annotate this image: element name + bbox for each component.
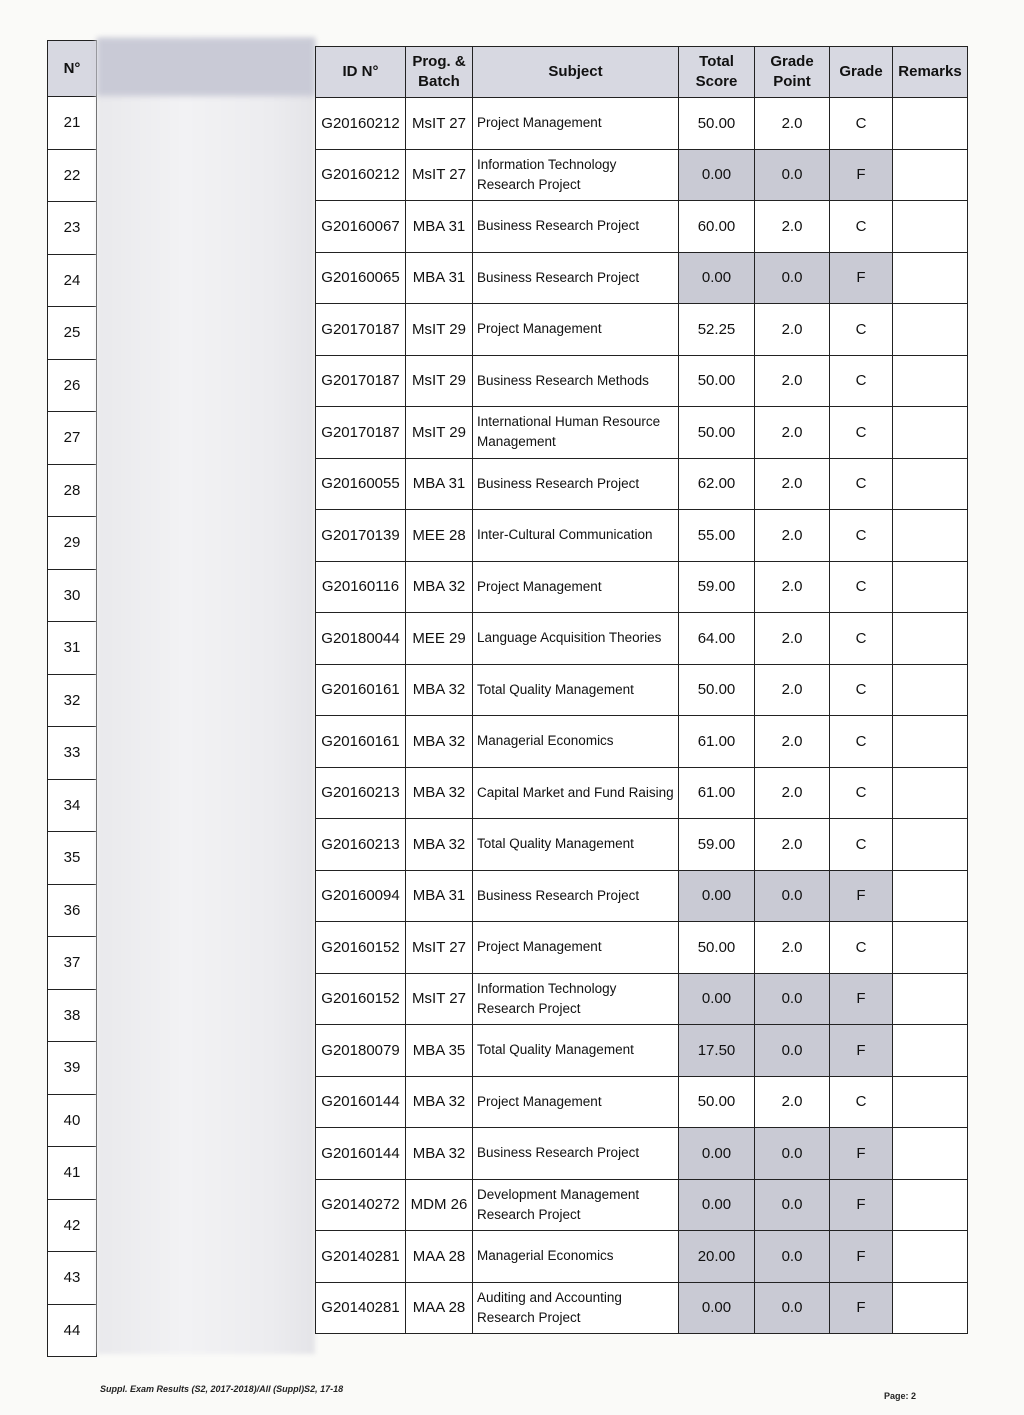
subject-cell: Information Technology Research Project: [473, 973, 679, 1025]
grade-point-cell: 0.0: [755, 1025, 830, 1077]
table-row: [316, 819, 968, 871]
row-number: 21: [48, 97, 97, 150]
total-score-cell: 50.00: [679, 355, 755, 407]
grade-point-cell: 2.0: [755, 304, 830, 356]
row-number: 37: [48, 937, 97, 990]
grade-point-cell: 2.0: [755, 1076, 830, 1128]
grade-point-cell: 0.0: [755, 252, 830, 304]
subject-cell: Inter-Cultural Communication: [473, 510, 679, 562]
grade-point-cell: 2.0: [755, 561, 830, 613]
grade-cell: C: [830, 355, 893, 407]
grade-cell: F: [830, 252, 893, 304]
prog-batch-cell: MAA 28: [406, 1282, 473, 1334]
row-number-row: [48, 937, 97, 990]
total-score-cell: 62.00: [679, 458, 755, 510]
prog-batch-cell: MBA 32: [406, 664, 473, 716]
row-number-row: [48, 1252, 97, 1305]
row-number-row: [48, 989, 97, 1042]
grade-cell: C: [830, 819, 893, 871]
grade-point-cell: 0.0: [755, 1231, 830, 1283]
prog-batch-cell: MBA 31: [406, 252, 473, 304]
remarks-cell: [893, 1128, 968, 1180]
grade-point-cell: 0.0: [755, 870, 830, 922]
table-row: [316, 613, 968, 665]
grade-cell: C: [830, 407, 893, 459]
id-cell: G20160213: [316, 767, 406, 819]
total-score-cell: 52.25: [679, 304, 755, 356]
subject-cell: Total Quality Management: [473, 664, 679, 716]
remarks-cell: [893, 510, 968, 562]
grade-cell: F: [830, 973, 893, 1025]
prog-batch-cell: MBA 31: [406, 870, 473, 922]
row-number: 26: [48, 359, 97, 412]
table-row: [316, 1128, 968, 1180]
grade-cell: C: [830, 304, 893, 356]
subject-cell: International Human Resource Management: [473, 407, 679, 459]
table-row: [316, 1025, 968, 1077]
row-number-row: [48, 464, 97, 517]
prog-batch-cell: MAA 28: [406, 1231, 473, 1283]
row-number: 36: [48, 884, 97, 937]
row-number-column: [47, 40, 97, 1357]
total-score-cell: 50.00: [679, 922, 755, 974]
grade-cell: F: [830, 870, 893, 922]
subject-cell: Information Technology Research Project: [473, 149, 679, 201]
total-score-cell: 60.00: [679, 201, 755, 253]
header-no: N°: [48, 41, 97, 97]
row-number-row: [48, 832, 97, 885]
table-row: [316, 355, 968, 407]
prog-batch-cell: MBA 31: [406, 201, 473, 253]
id-cell: G20160065: [316, 252, 406, 304]
grade-point-cell: 0.0: [755, 1282, 830, 1334]
subject-cell: Managerial Economics: [473, 1231, 679, 1283]
total-score-cell: 0.00: [679, 973, 755, 1025]
grade-cell: C: [830, 716, 893, 768]
remarks-cell: [893, 767, 968, 819]
grade-point-cell: 0.0: [755, 973, 830, 1025]
table-row: [316, 201, 968, 253]
row-number-row: [48, 1094, 97, 1147]
remarks-cell: [893, 304, 968, 356]
subject-cell: Auditing and Accounting Research Project: [473, 1282, 679, 1334]
table-row: [316, 1076, 968, 1128]
table-row: [316, 716, 968, 768]
header-subject: Subject: [473, 47, 679, 98]
remarks-cell: [893, 1179, 968, 1231]
grade-point-cell: 2.0: [755, 355, 830, 407]
prog-batch-cell: MsIT 27: [406, 98, 473, 150]
row-number: 32: [48, 674, 97, 727]
id-cell: G20160152: [316, 922, 406, 974]
footer-document-reference: Suppl. Exam Results (S2, 2017-2018)/All (Suppl)S2, 17-18: [100, 1384, 344, 1394]
id-cell: G20180079: [316, 1025, 406, 1077]
results-body: [316, 98, 968, 1334]
header-grade: Grade: [830, 47, 893, 98]
prog-batch-cell: MDM 26: [406, 1179, 473, 1231]
total-score-cell: 0.00: [679, 870, 755, 922]
row-number-row: [48, 727, 97, 780]
redacted-name-header: [97, 38, 315, 96]
grade-cell: C: [830, 561, 893, 613]
footer-page-number: Page: 2: [884, 1391, 917, 1401]
total-score-cell: 50.00: [679, 664, 755, 716]
prog-batch-cell: MBA 32: [406, 1128, 473, 1180]
subject-cell: Language Acquisition Theories: [473, 613, 679, 665]
prog-batch-cell: MBA 32: [406, 819, 473, 871]
row-number: 30: [48, 569, 97, 622]
grade-cell: F: [830, 1231, 893, 1283]
header-remarks: Remarks: [893, 47, 968, 98]
remarks-cell: [893, 819, 968, 871]
remarks-cell: [893, 664, 968, 716]
subject-cell: Project Management: [473, 561, 679, 613]
grade-cell: F: [830, 149, 893, 201]
row-number: 22: [48, 149, 97, 202]
results-table: [315, 46, 968, 1334]
row-number-row: [48, 149, 97, 202]
row-number-row: [48, 569, 97, 622]
remarks-cell: [893, 716, 968, 768]
prog-batch-cell: MBA 31: [406, 458, 473, 510]
total-score-cell: 17.50: [679, 1025, 755, 1077]
row-number: 44: [48, 1304, 97, 1357]
grade-cell: C: [830, 98, 893, 150]
row-number: 29: [48, 517, 97, 570]
table-row: [316, 252, 968, 304]
grade-point-cell: 2.0: [755, 201, 830, 253]
grade-cell: C: [830, 1076, 893, 1128]
total-score-cell: 20.00: [679, 1231, 755, 1283]
prog-batch-cell: MsIT 29: [406, 407, 473, 459]
subject-cell: Business Research Project: [473, 458, 679, 510]
row-number: 31: [48, 622, 97, 675]
table-row: [316, 510, 968, 562]
prog-batch-cell: MsIT 27: [406, 149, 473, 201]
row-number-row: [48, 779, 97, 832]
row-number: 40: [48, 1094, 97, 1147]
id-cell: G20170187: [316, 304, 406, 356]
grade-cell: F: [830, 1282, 893, 1334]
id-cell: G20180044: [316, 613, 406, 665]
subject-cell: Business Research Project: [473, 870, 679, 922]
row-number-row: [48, 1304, 97, 1357]
total-score-cell: 50.00: [679, 98, 755, 150]
row-number: 23: [48, 202, 97, 255]
id-cell: G20160055: [316, 458, 406, 510]
header-total-score: Total Score: [679, 47, 755, 98]
prog-batch-cell: MBA 32: [406, 716, 473, 768]
table-header-row: [316, 47, 968, 98]
grade-point-cell: 0.0: [755, 1179, 830, 1231]
row-number-row: [48, 97, 97, 150]
remarks-cell: [893, 870, 968, 922]
prog-batch-cell: MBA 35: [406, 1025, 473, 1077]
row-number: 28: [48, 464, 97, 517]
row-number: 41: [48, 1147, 97, 1200]
prog-batch-cell: MsIT 27: [406, 973, 473, 1025]
id-cell: G20170187: [316, 407, 406, 459]
total-score-cell: 0.00: [679, 1282, 755, 1334]
id-cell: G20140281: [316, 1231, 406, 1283]
remarks-cell: [893, 407, 968, 459]
id-cell: G20160161: [316, 716, 406, 768]
grade-point-cell: 0.0: [755, 149, 830, 201]
table-row: [316, 870, 968, 922]
header-prog-batch: Prog. & Batch: [406, 47, 473, 98]
prog-batch-cell: MsIT 29: [406, 355, 473, 407]
table-row: [316, 304, 968, 356]
total-score-cell: 59.00: [679, 561, 755, 613]
id-cell: G20160212: [316, 98, 406, 150]
grade-point-cell: 2.0: [755, 98, 830, 150]
remarks-cell: [893, 1231, 968, 1283]
prog-batch-cell: MBA 32: [406, 561, 473, 613]
grade-cell: C: [830, 510, 893, 562]
id-cell: G20140281: [316, 1282, 406, 1334]
remarks-cell: [893, 1076, 968, 1128]
grade-point-cell: 2.0: [755, 458, 830, 510]
table-row: [316, 1179, 968, 1231]
table-row: [316, 973, 968, 1025]
row-number: 27: [48, 412, 97, 465]
subject-cell: Total Quality Management: [473, 1025, 679, 1077]
row-number-row: [48, 412, 97, 465]
row-number-row: [48, 884, 97, 937]
grade-point-cell: 2.0: [755, 407, 830, 459]
grade-cell: F: [830, 1128, 893, 1180]
remarks-cell: [893, 355, 968, 407]
grade-point-cell: 2.0: [755, 819, 830, 871]
id-cell: G20160144: [316, 1128, 406, 1180]
total-score-cell: 0.00: [679, 1179, 755, 1231]
table-row: [316, 561, 968, 613]
grade-point-cell: 2.0: [755, 613, 830, 665]
redacted-name-column: [97, 38, 315, 1354]
subject-cell: Development Management Research Project: [473, 1179, 679, 1231]
remarks-cell: [893, 922, 968, 974]
id-cell: G20170187: [316, 355, 406, 407]
grade-point-cell: 2.0: [755, 664, 830, 716]
remarks-cell: [893, 973, 968, 1025]
total-score-cell: 61.00: [679, 767, 755, 819]
id-cell: G20160116: [316, 561, 406, 613]
total-score-cell: 64.00: [679, 613, 755, 665]
id-cell: G20160144: [316, 1076, 406, 1128]
grade-cell: C: [830, 201, 893, 253]
id-cell: G20160212: [316, 149, 406, 201]
grade-point-cell: 0.0: [755, 1128, 830, 1180]
row-number: 25: [48, 307, 97, 360]
subject-cell: Project Management: [473, 98, 679, 150]
table-row: [316, 458, 968, 510]
remarks-cell: [893, 458, 968, 510]
row-number-row: [48, 202, 97, 255]
remarks-cell: [893, 1025, 968, 1077]
grade-cell: C: [830, 664, 893, 716]
grade-point-cell: 2.0: [755, 716, 830, 768]
total-score-cell: 0.00: [679, 149, 755, 201]
subject-cell: Project Management: [473, 1076, 679, 1128]
prog-batch-cell: MBA 32: [406, 767, 473, 819]
id-cell: G20140272: [316, 1179, 406, 1231]
row-number: 33: [48, 727, 97, 780]
row-number-row: [48, 1147, 97, 1200]
row-number-row: [48, 622, 97, 675]
subject-cell: Business Research Project: [473, 1128, 679, 1180]
grade-cell: F: [830, 1179, 893, 1231]
subject-cell: Project Management: [473, 922, 679, 974]
grade-point-cell: 2.0: [755, 767, 830, 819]
subject-cell: Business Research Project: [473, 252, 679, 304]
subject-cell: Total Quality Management: [473, 819, 679, 871]
row-number-body: [48, 97, 97, 1357]
grade-cell: C: [830, 922, 893, 974]
total-score-cell: 50.00: [679, 1076, 755, 1128]
grade-point-cell: 2.0: [755, 922, 830, 974]
table-row: [316, 149, 968, 201]
row-number: 39: [48, 1042, 97, 1095]
prog-batch-cell: MEE 28: [406, 510, 473, 562]
id-cell: G20160161: [316, 664, 406, 716]
grade-cell: F: [830, 1025, 893, 1077]
total-score-cell: 50.00: [679, 407, 755, 459]
subject-cell: Business Research Methods: [473, 355, 679, 407]
remarks-cell: [893, 561, 968, 613]
header-grade-point: Grade Point: [755, 47, 830, 98]
row-number: 34: [48, 779, 97, 832]
total-score-cell: 61.00: [679, 716, 755, 768]
prog-batch-cell: MsIT 29: [406, 304, 473, 356]
row-number-row: [48, 1199, 97, 1252]
id-cell: G20170139: [316, 510, 406, 562]
subject-cell: Business Research Project: [473, 201, 679, 253]
table-row: [316, 98, 968, 150]
row-number-row: [48, 517, 97, 570]
total-score-cell: 0.00: [679, 252, 755, 304]
remarks-cell: [893, 1282, 968, 1334]
header-id: ID N°: [316, 47, 406, 98]
row-number: 42: [48, 1199, 97, 1252]
grade-point-cell: 2.0: [755, 510, 830, 562]
prog-batch-cell: MEE 29: [406, 613, 473, 665]
row-number: 38: [48, 989, 97, 1042]
row-number-row: [48, 307, 97, 360]
table-row: [316, 922, 968, 974]
row-number: 24: [48, 254, 97, 307]
id-cell: G20160067: [316, 201, 406, 253]
total-score-cell: 59.00: [679, 819, 755, 871]
row-number-row: [48, 1042, 97, 1095]
remarks-cell: [893, 252, 968, 304]
table-row: [316, 767, 968, 819]
subject-cell: Managerial Economics: [473, 716, 679, 768]
remarks-cell: [893, 98, 968, 150]
id-cell: G20160213: [316, 819, 406, 871]
table-row: [316, 407, 968, 459]
row-number-row: [48, 359, 97, 412]
subject-cell: Project Management: [473, 304, 679, 356]
prog-batch-cell: MsIT 27: [406, 922, 473, 974]
total-score-cell: 0.00: [679, 1128, 755, 1180]
total-score-cell: 55.00: [679, 510, 755, 562]
remarks-cell: [893, 613, 968, 665]
row-number-row: [48, 674, 97, 727]
subject-cell: Capital Market and Fund Raising: [473, 767, 679, 819]
grade-cell: C: [830, 613, 893, 665]
row-number: 35: [48, 832, 97, 885]
remarks-cell: [893, 149, 968, 201]
table-row: [316, 664, 968, 716]
table-row: [316, 1231, 968, 1283]
row-number-row: [48, 254, 97, 307]
remarks-cell: [893, 201, 968, 253]
grade-cell: C: [830, 458, 893, 510]
id-cell: G20160152: [316, 973, 406, 1025]
table-row: [316, 1282, 968, 1334]
row-number: 43: [48, 1252, 97, 1305]
grade-cell: C: [830, 767, 893, 819]
id-cell: G20160094: [316, 870, 406, 922]
prog-batch-cell: MBA 32: [406, 1076, 473, 1128]
